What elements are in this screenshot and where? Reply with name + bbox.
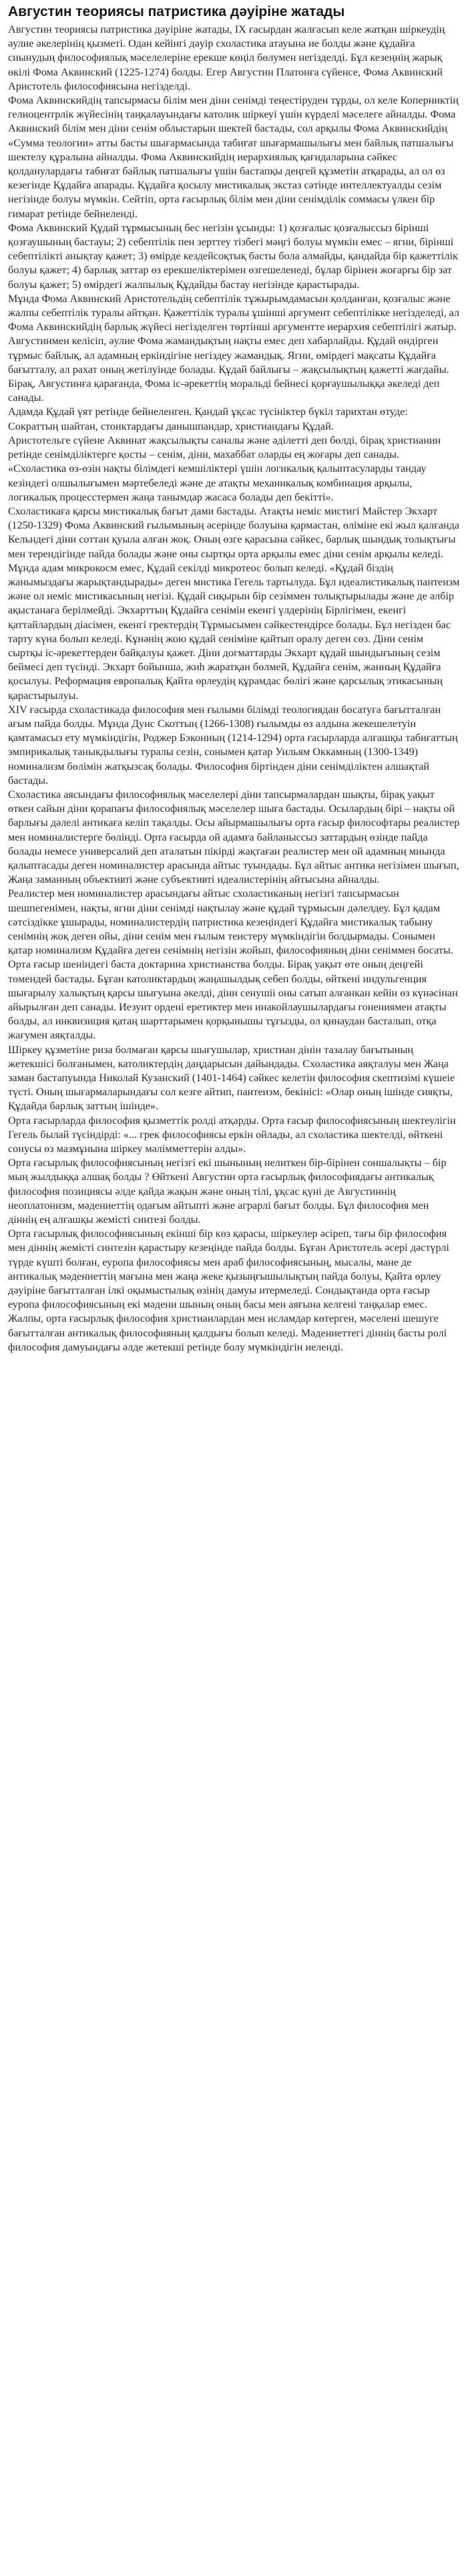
paragraph: Фома Аквинскийдің тапсырмасы білім мен діни сенімді теңестіруден тұрды, ол келе Коперниктің гелиоцентрлік жүйесінің таңқалауындағы католик шіркеуі үшін күрделі мәселеге айналды. Фома Аквинский білім мен діни сенім облыстарын шектей бастады, сол арқылы Фома Аквинскийдің «Сумма теологии» атты басты шығармасында табиғат шығармашылығы мен байлық патшалығы шектелу құралына айналды. Фома Аквинскийдің иерархиялық қағидаларына сәйкес қолданулардағы табиғат байлық патшалығы үшін бастапқы деңгей құзметін атқарады, ал ол өз кезегінде Құдайға апарады. Құдайға қосылу мистикалық экстаз сәтінде интеллектуалды сезім негізінде болуы мүмкін. Сейтіп, орта ғасырлық білім мен діни сенімділік соммасы үлкен бір гимарат ретінде бейнеленді. <box>8 94 459 220</box>
paragraph: Мұнда Фома Аквинский Аристотельдің себептілік тұжырымдамасын қолданған, қозғалыс және жалпы себептілік туралы айтқан. Қажеттілік туралы ұшінші аргумент себептілікке негізделеді, ал Фома Аквинскийдің барлық жүйесі негізделген төртінші аргументте иерархия себептілігі жатыр. <box>8 292 460 333</box>
article-body <box>8 23 460 1354</box>
paragraph: Реалистер мен номиналистер арасындағы айтыс схоластиканың негізгі тапсырмасын шешпегенімен, нақты, ягни діни сенімді нақтылау және құдай тұрмысын дәлелдеу. Бұл қадам сәтсіздікке ұшырады, номиналистердің патристика кезеңіндегі Құдайға мистикалық табыну сенімнің жоқ деген ойы, діни сенім мен ғылым теистеру мүмкіндігін болдырмады. Сонымен қатар номинализм Құдайға деген сенімнің негізін жойып, философияның діни сеніммен босаты. <box>8 887 453 957</box>
paragraph: Адамда Құдай үят ретінде бейнеленген. Қандай ұқсас түсініктер бүкіл тарихтан өтуде: Сократтың шайтан, стоиктардағы данышпандар, христиандағы Құдай. <box>8 406 408 432</box>
paragraph: Орта ғасыр шеніндегі баста доктарина христианства болды. Бірақ уақыт өте оның деңгейі төмендей бастады. Бұған католиктардың жаңашылдық себеп болды, өйткені индульгенция шығарылу халықтың қарсы шығуына әкелді, діни сенушіі оны сатып алғанкан кейін өз күнәсінан айырылған деп санады. Иезуит ордені еретиктер мен инакойлаушылардағы гонениямен атақты болды, ал инквизиция қатаң шарттарымен қорқынышы тұғызды, ол қинаудан басталып, отқа жағумен аяқталды. <box>8 958 458 1042</box>
paragraph: Августинмен келісіп, әулие Фома жамандықтың нақты емес деп хабарлайды. Құдай өндірген тұрмыс байлық, ал адамның еркіндігіне негіздеу жамандық. Ягни, өмірдегі мақсаты Құдайға бағытталу, ал рахат оның жетілуінде болады. Құдай байлығы – жақсылықтың қажетті жағдайы. Бірақ, Августинға қарағанда, Фома іс-әрекеттің моральді бейнесі қорғаушылыққа әкеледі деп санады. <box>8 335 449 404</box>
paragraph: XIV ғасырда схоластикада философия мен ғылыми білімді теологиядан босатуға бағытталған ағым пайда болды. Мұнда Дунс Скоттың (1266-1308) ғылымды өз алдына жекешелетуін қамтамасыз ету мүмкіндігін, Роджер Бэконның (1214-1294) орта ғасырларда алғашқы табиғаттың эмпирикалық таныкдылығы туралы сезін, сонымен қатар Уильям Оккамның (1300-1349) номинализм бөлімін жатқызсақ болады. Философия біртінден діни сенімділіктен алшақтай бастады. <box>8 703 458 786</box>
article-title: Августин теориясы патристика дәуіріне жатады <box>8 4 345 19</box>
paragraph: Жалпы, орта ғасырлық философия христианлардан мен исламдар көтерген, мәселені шешуге бағытталған антикалық философияның қалдығы болып келеді. Мәдениеттегі діннің басты ролі философия дамуындағы әлде жетекші ретінде болу мүмкіндігін иеленді. <box>8 1312 447 1353</box>
paragraph: «Схоластика өз-өзін нақты білімдегі кемшіліктері үшін логикалық қалыптасуларды тандау кезіндегі олшылығымен мәртебеледі және де атақты механикалық комбинация арқылы, логикалық процесстермен жаңа танымдар жасаса болады деп бекітті». <box>8 462 427 503</box>
paragraph: Схоластикаға қарсы мистикалық бағыт дами бастады. Атақты неміс мистигі Майстер Экхарт (1250-1329) Фома Аквинский ғылымының әсерінде болуына қармастан, өліміне екі жыл қалғанда Кельндегі діни соттан қуыла алған жоқ. Оның өзге қарасына сәйкес, барлық шындық толықтығы мен терендігінде пайда болады және оны сыртқы орта арқылы емес діни сенім арқылы келеді. Мұнда адам микрокосм емес, Құдай секілді микротеос болып келеді. «Құдай біздің жанымыздағы жарықтандырады» деген мистика Гегель тартылуда. Бұл идеалистикалық пантеизм және ол неміс мистикасының негізі. Құдай сиқырын бір сезіммен толықтырылады және де әлбір ақыстанаға берілмейді. Экхарттың Құдайға сенімін екенгі үлдерінің Бірлігімен, екенгі қаттайлардың діасімен, екенгі гректердің Тұрмысымен сәйкестендірсе болады. Бұл негізден бас тарту күна болып келеді. Кұнәнің жою құдай сеніміне қайтып оралу деген сөз. Діни сенім сыртқы іс-әрекеттерден байқалуы қажет. Діни догматтарды Экхарт құдай шындығының сезім беймесі деп түсінді. Экхарт бойынша, жиһ жаратқан бөлмей, Құдайға сенім, жанның Құдайға қосылуы. Реформация европалық Қайта өрлеудің құрамдас бөлігі және қарсылық этикасының қарастырылуы. <box>8 505 460 702</box>
paragraph: Орта ғасырларда философия қызметтік ролді атқарды. Орта ғасыр философиясының шектеулігін Гегель былай түсіндірді: «... грек философиясы еркін ойлады, ал схоластика шектелді, өйткені сонусы өз мазмұнына шіркеу мәлімметтерін алды». <box>8 1114 456 1155</box>
paragraph: Орта ғасырлық философиясының негізгі екі шынының нелиткен бір-бірінен соншалықты – бір мың жылдыққа алшақ болды ? Өйткені Августин орта ғасырлық философиядағы антикалық философия позициясы әлде қайда жақын және оның тілі, ұқсас қүні де Августиннің неоплатонизм, мәдениеттің одағым айтыпті және аграрлі бағыт болды. Бұл философия мен діннің ең алғашқы жемісті синтезі болды. <box>8 1157 447 1226</box>
paragraph: Фома Аквинский Құдай тұрмысының бес негізін ұсынды: 1) қозғалыс қозғалыссыз бірінші қозғаушының бастауы; 2) себептілік пен зерттеу тізбегі мәңгі болуы мүмкін емес – ягни, бірінші себептілікті анықтау қажет; 3) өмірде кездейсоқтық басты бола алмайды, қандайда бір қажеттілік болуы қажет; 4) барлық заттар өз ерекшеліктерімен өзгешеленеді, бұлар бірінен жоғарғы бір зат болуы қажет; 5) өмірдегі жалпылық Құдайды бастау негізінде қарастырады. <box>8 221 458 291</box>
paragraph: Схоластика аясындағы философиялық мәселелері діни тапсырмалардан шықты, бірақ уақыт өткен сайын діни қорапағы философиялық мәселелер шыға бастады. Осылардың бірі – нақты ой барлығы дәлелі антикаға келіп тақалды. Осы айырмашылығы орта ғасыр философтары реалистер мен номиналистерге бөлінді. Орта ғасырда ой адамға байланыссыз заттардың өзінде пайда болады немесе универсалий деп аталатын пікірді жақтаған реалистер мен ой адамның миында қалыптасады деген номиналистер арасында айтыс туындады. Бұл айтыс антика негізімен шығып, Жаңа заманның объективті және субъективті идеалистерінің айтысына айналды. <box>8 788 460 886</box>
paragraph: Орта ғасырлық философиясының екінші бір көз қарасы, шіркеулер әсіреп, тағы бір философия мен діннің жемісті синтезін қарастыру кезеңінде пайда болды. Бұған Аристотель әсері дәстүрлі түрде күшті болған, еуропа философиясы мен араб философиясының, мысалы, мане де антикалық мәдениеттің мағына мен жаңа жеке қызыңғышылықтың пайда болуы, Қайта өрлеу дәуіріне бағытталған ілкі оқымыстылық өзінің дамуы итермеледі. Сондықтанда орта ғасыр еуропа философиясының екі мәдени шының оның басы мен аяғына келгені таңқалар емес. <box>8 1228 449 1311</box>
paragraph: Шіркеу құзметіне риза болмаған қарсы шығушылар, христиан дінін тазалау бағытының жетекшісі болғанымен, католиктердің даңдарысын дайындады. Схоластика аяқталуы мен Жаңа заман бастапуында Николай Кузанский (1401-1464) сәйкес келетін философия скептизімі күшеіе түсті. Оның шығармаларындағы сол кезге айтип, пантеизм, бекінісі: «Олар оның ішінде сияқты, Құдайда барлық заттың ішінде». <box>8 1043 455 1113</box>
paragraph: Августин теориясы патристика дәуіріне жатады, IX ғасырдан жалғасып келе жатқан шіркеудің әулие әкелерінің қызметі. Одан кейінгі дәуір схоластика атауына ие болды және құдайға сиынудың философиялық мәселелеріне ерекше көңіл бөлумен негізделді. Бұл кезеңнің жарық өкілі Фома Аквинский (1225-1274) болды. Егер Августин Платонға сүйенсе, Фома Аквинский Аристотель философиясына негізделді. <box>8 23 445 92</box>
paragraph: Аристотельге сүйене Аквинат жақсылықты саналы және әділетті деп бөлді, бірақ христианин ретінде сенімділіктерге қосты – сенім, діни, махаббат оларды ең жоғары деп санады. <box>8 434 441 461</box>
